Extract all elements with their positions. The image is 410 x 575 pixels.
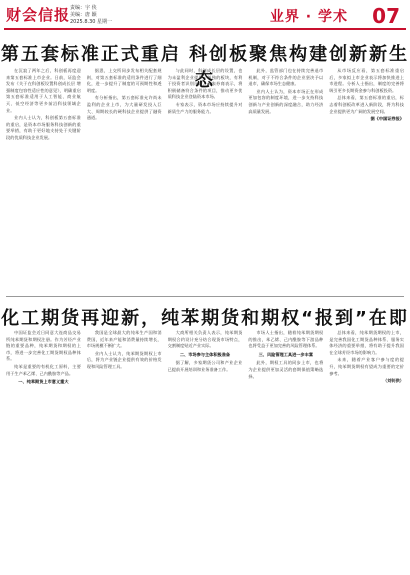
paragraph: 据了解，多家期货公司和产业企业已提前开展培训和业务准备工作。 — [167, 360, 243, 372]
paragraph: 与此同时，科创成长层的设置，也为未盈利企业提供了单独的板块，有利于投资者识别风险。多家券商表示，将积极储备符合条件的项目，推动更多优质科技企业登陆资本市场。 — [167, 68, 243, 100]
paragraph: 业内人士认为，纯苯期货期权上市后，将为产业链企业提供有效的价格发现和风险管理工具。 — [86, 350, 162, 369]
paragraph: 从市场反应看，第五套标准重启后，多家拟上市企业表示将加快推进上市进程。分析人士指出，制度的完善将吸引更多长期资金参与科创板投资。 — [329, 68, 404, 93]
article-1-column-2 — [87, 68, 162, 290]
article-1-column-4 — [248, 68, 323, 290]
paragraph: 总体来看，纯苯期货期权的上市，是完善我国化工期货品种体系、服务实体经济的重要举措，将有助于提升我国在全球芳烃市场的影响力。 — [329, 330, 404, 355]
article-1-column-5 — [329, 68, 404, 290]
paragraph: 纯苯是重要的有机化工原料，主要用于生产苯乙烯、己内酰胺等产品。 — [6, 363, 81, 376]
article-2-credit: （刘钊供） — [383, 378, 404, 384]
paragraph: 此外，监管部门也在持续完善退市机制，对于不符合条件的企业坚决予以退市，确保市场生态健康。 — [248, 68, 324, 87]
editor-line-2: 美编：唐 颖 — [70, 12, 97, 18]
paragraph: 大商所相关负责人表示，纯苯期货期权合约设计充分结合现货市场特点，交割制度贴近产业实际。 — [167, 330, 243, 349]
article-2-column-1 — [6, 330, 81, 568]
paragraph: 总体来看，第五套标准的重启，标志着科创板改革进入新阶段，将为科技企业提供更为广阔的发展空间。 — [329, 95, 404, 114]
article-2-column-3 — [168, 330, 243, 568]
article-2-column-5 — [329, 330, 404, 568]
paragraph: 据悉，上交所同步发布相关配套规则，对第五套标准的适用条件进行了细化，进一步提升了制度的可预期性和透明度。 — [86, 68, 162, 93]
article-2-title: 化工期货再迎新，纯苯期货和期权“报到”在即 — [1, 308, 409, 329]
issue-date: 2025.8.30 星期一 — [70, 19, 113, 25]
article-1-title: 第五套标准正式重启 科创板聚焦构建创新新生态 — [0, 44, 410, 91]
subheading: 三、风险管理工具进一步丰富 — [258, 351, 314, 357]
article-divider — [6, 296, 404, 297]
page-number: 07 — [372, 4, 400, 28]
article-2-column-4 — [248, 330, 323, 568]
paragraph: 有分析指出，第五套标准允许尚未盈利的企业上市，为大量研发投入巨大、周期较长的硬科技企业提供了融资通道。 — [86, 95, 162, 121]
article-2-body — [6, 330, 404, 568]
paragraph: 业内人士认为，科创板第五套标准的重启，是资本市场服务科技创新的重要举措，有助于更好地支持处于关键阶段的优质科技企业发展。 — [6, 115, 81, 140]
paragraph: 中国证监会近日同意大连商品交易所纯苯期货和期权注册。作为芳烃产业链的重要品种，纯苯期货和期权的上市，将进一步完善化工期货期权品种体系。 — [6, 330, 81, 362]
paragraph: 在沉寂了两年之后，科创板再度迎来第五套标准上市企业。日前，证监会发布《关于在科创板设置科创成长层 增强制度包容性适应性的意见》，明确重启第五套标准适用于人工智能、商业航天、低空经济等更多前沿科技领域企业。 — [6, 68, 81, 113]
paragraph: 未来，随着产业客户参与度的提升，纯苯期货期权有望成为重要的定价参考。 — [329, 357, 404, 376]
paragraph: 此外，期权工具的同步上市，也将为企业提供更加灵活的套期保值策略选择。 — [248, 360, 324, 379]
editor-info — [70, 5, 112, 26]
page-header — [0, 0, 410, 44]
newspaper-brand: 财会信报 — [6, 6, 71, 24]
article-1-column-3 — [168, 68, 243, 290]
paragraph: 市场人士指出，随着纯苯期货期权的推出，苯乙烯、己内酰胺等下游品种也将受益于更加完善的风险管理体系。 — [248, 330, 324, 349]
article-1-column-1 — [6, 68, 81, 290]
section-title: 业界 · 学术 — [269, 9, 348, 25]
article-2-column-2 — [87, 330, 162, 568]
paragraph: 专家表示，资本市场应持续提升对新质生产力的服务能力。 — [167, 101, 243, 114]
paragraph: 业内人士认为，资本市场正在形成更加包容的制度环境，进一步支持科技创新与产业创新的深度融合，助力经济高质量发展。 — [248, 88, 324, 114]
subheading: 二、市场参与主体积极准备 — [179, 351, 231, 357]
header-rule — [4, 28, 406, 30]
editor-line-1: 责编：宇 侠 — [70, 5, 97, 11]
subheading: 一、纯苯期货上市意义重大 — [18, 379, 69, 385]
article-1-credit: 据《中国证券报》 — [370, 116, 404, 122]
article-1-body — [6, 68, 404, 290]
paragraph: 我国是全球最大的纯苯生产国和消费国，近年来产能和消费量持续增长，市场规模不断扩大。 — [86, 330, 162, 349]
